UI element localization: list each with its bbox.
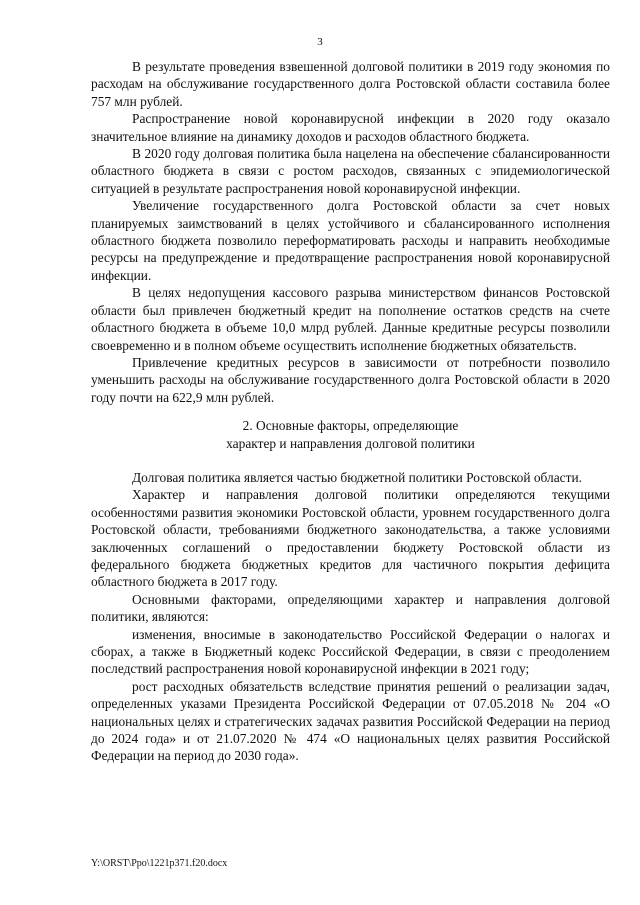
paragraph-debt-increase: Увеличение государственного долга Ростовской области за счет новых планируемых заимствований в целях устойчивого и сбалансированного исполнения областного бюджета позволило переформатировать расходы и направить необходимые ресурсы на предупреждение и предотвращение распространения новой коронавирусной инфекции. <box>91 198 610 283</box>
paragraph-savings-2019: В результате проведения взвешенной долговой политики в 2019 году экономия по расходам на обслуживание государственного долга Ростовской области составила более 757 млн рублей. <box>91 59 610 109</box>
paragraph-policy-determinants: Характер и направления долговой политики определяются текущими особенностями развития экономики Ростовской области, уровнем государственного долга Ростовской области, требованиями бюджетного законодательства, а также условиями заключенных соглашений о предоставлении бюджету Ростовской области из федерального бюджета бюджетных кредитов для частичного покрытия дефицита областного бюджета в 2017 году. <box>91 487 610 590</box>
paragraph-credit-savings: Привлечение кредитных ресурсов в зависимости от потребности позволило уменьшить расходы на обслуживание государственного долга Ростовской области в 2020 году почти на 622,9 млн рублей. <box>91 354 610 405</box>
paragraph-budget-credit: В целях недопущения кассового разрыва министерством финансов Ростовской области был привлечен бюджетный кредит на пополнение остатков средств на счете областного бюджета в объеме 10,0 млрд рублей. Данные кредитные ресурсы позволили своевременно и в полном объеме осуществить исполнение бюджетных обязательств. <box>91 285 610 353</box>
paragraph-debt-policy-2020: В 2020 году долговая политика была нацелена на обеспечение сбалансированности областного бюджета в связи с ростом расходов, связанных с эпидемиологической ситуацией в результате распространения новой коронавирусной инфекции. <box>91 146 610 196</box>
section-heading-line-2: характер и направления долговой политики <box>226 435 475 451</box>
paragraph-covid-impact: Распространение новой коронавирусной инфекции в 2020 году оказало значительное влияние на динамику доходов и расходов областного бюджета. <box>91 111 610 144</box>
paragraph-factor-expenditure-growth: рост расходных обязательств вследствие принятия решений о реализации задач, определенных указами Президента Российской Федерации от 07.05.2018 № 204 «О национальных целях и стратегических задачах развития Российской Федерации на период до 2024 года» и от 21.07.2020 № 474 «О национальных целях развития Российской Федерации на период до 2030 года». <box>91 678 610 764</box>
paragraph-factor-tax-changes: изменения, вносимые в законодательство Российской Федерации о налогах и сборах, а также в Бюджетный кодекс Российской Федерации, в связи с преодолением последствий распространения новой коронавирусной инфекции в 2021 году; <box>91 626 610 677</box>
paragraph-main-factors-intro: Основными факторами, определяющими характер и направления долговой политики, являются: <box>91 591 610 625</box>
footer-file-path: Y:\ORST\Ppo\1221p371.f20.docx <box>91 858 228 869</box>
document-body <box>91 58 610 765</box>
section-heading-line-1: 2. Основные факторы, определяющие <box>242 418 459 434</box>
page-number: 3 <box>317 36 323 48</box>
section-heading <box>91 417 610 452</box>
paragraph-debt-policy-part: Долговая политика является частью бюджетной политики Ростовской области. <box>132 469 582 485</box>
